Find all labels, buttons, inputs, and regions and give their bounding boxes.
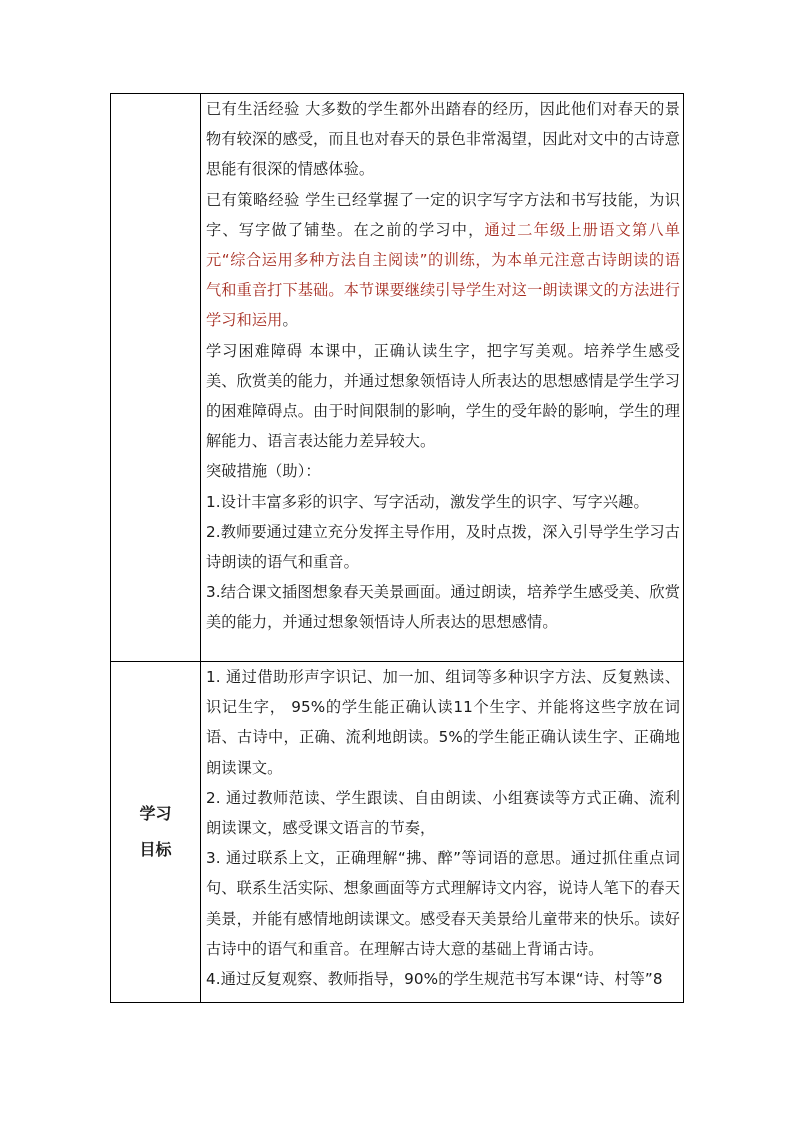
learner-analysis-cell	[201, 94, 684, 662]
strategy-text-b: 。	[328, 281, 344, 300]
goal-item: 4.通过反复观察、教师指导，90%的学生规范书写本课“诗、村等”8	[206, 970, 663, 989]
strategy-experience-paragraph	[206, 185, 680, 336]
life-experience-paragraph: 已有生活经验 大多数的学生都外出踏春的经历，因此他们对春天的景物有较深的感受，而且也对春天的景色非常渴望，因此对文中的古诗意思能有很深的情感体验。	[206, 100, 680, 179]
goals-label-line-1: 学习	[139, 804, 172, 823]
goals-label-cell	[111, 662, 201, 1003]
measures-title: 突破措施（助）：	[206, 462, 321, 481]
measure-item: 3.结合课文插图想象春天美景画面。通过朗读，培养学生感受美、欣赏美的能力，并通过想象领悟诗人所表达的思想感情。	[206, 583, 680, 632]
goal-item: 1. 通过借助形声字识记、加一加、组词等多种识字方法、反复熟读、识记生字， 95%的学生能正确认读11个生字、并能将这些字放在词语、古诗中，正确、流利地朗读。5%的学生能正确认读生字、正确地朗读课文。	[206, 668, 680, 777]
table-row-learning-goals	[111, 662, 684, 1003]
strategy-highlight-2: 本节课要继续引导学生对这一朗读课文的方法进行学习和运用	[206, 281, 680, 330]
lesson-plan-table	[110, 93, 684, 1003]
goal-item: 2. 通过教师范读、学生跟读、自由朗读、小组赛读等方式正确、流利朗读课文，感受课文语言的节奏，	[206, 788, 680, 838]
measure-item: 1.设计丰富多彩的识字、写字活动，激发学生的识字、写字兴趣。	[206, 492, 649, 511]
goals-label-line-2: 目标	[139, 840, 172, 859]
goal-item: 3. 通过联系上文，正确理解“拂、醉”等词语的意思。通过抓住重点词句、联系生活实际、想象画面等方式理解诗文内容，说诗人笔下的春天美景，并能有感情地朗读课文。感受春天美景给儿童带来的快乐。读好古诗中的语气和重音。在理解古诗大意的基础上背诵古诗。	[206, 849, 680, 958]
measure-item: 2.教师要通过建立充分发挥主导作用，及时点拨，深入引导学生学习古诗朗读的语气和重音。	[206, 522, 680, 572]
table-row-learner-analysis	[111, 94, 684, 662]
section-label-cell	[111, 94, 201, 662]
strategy-highlight-1: 通过二年级上册语文第八单元“综合运用多种方法自主阅读”的训练，为本单元注意古诗朗读的语气和重音打下基础	[206, 220, 681, 300]
strategy-text-a: 已有策略经验 学生已经掌握了一定的识字写字方法和书写技能，为识字、写字做了铺垫。在之前的学习中，	[206, 190, 680, 239]
difficulty-paragraph: 学习困难障碍 本课中，正确认读生字，把字写美观。培养学生感受美、欣赏美的能力，并通过想象领悟诗人所表达的思想感情是学生学习的困难障碍点。由于时间限制的影响，学生的受年龄的影响，学生的理解能力、语言表达能力差异较大。	[206, 341, 680, 451]
learning-goals-cell	[201, 662, 684, 1003]
strategy-text-c: 。	[282, 311, 298, 330]
